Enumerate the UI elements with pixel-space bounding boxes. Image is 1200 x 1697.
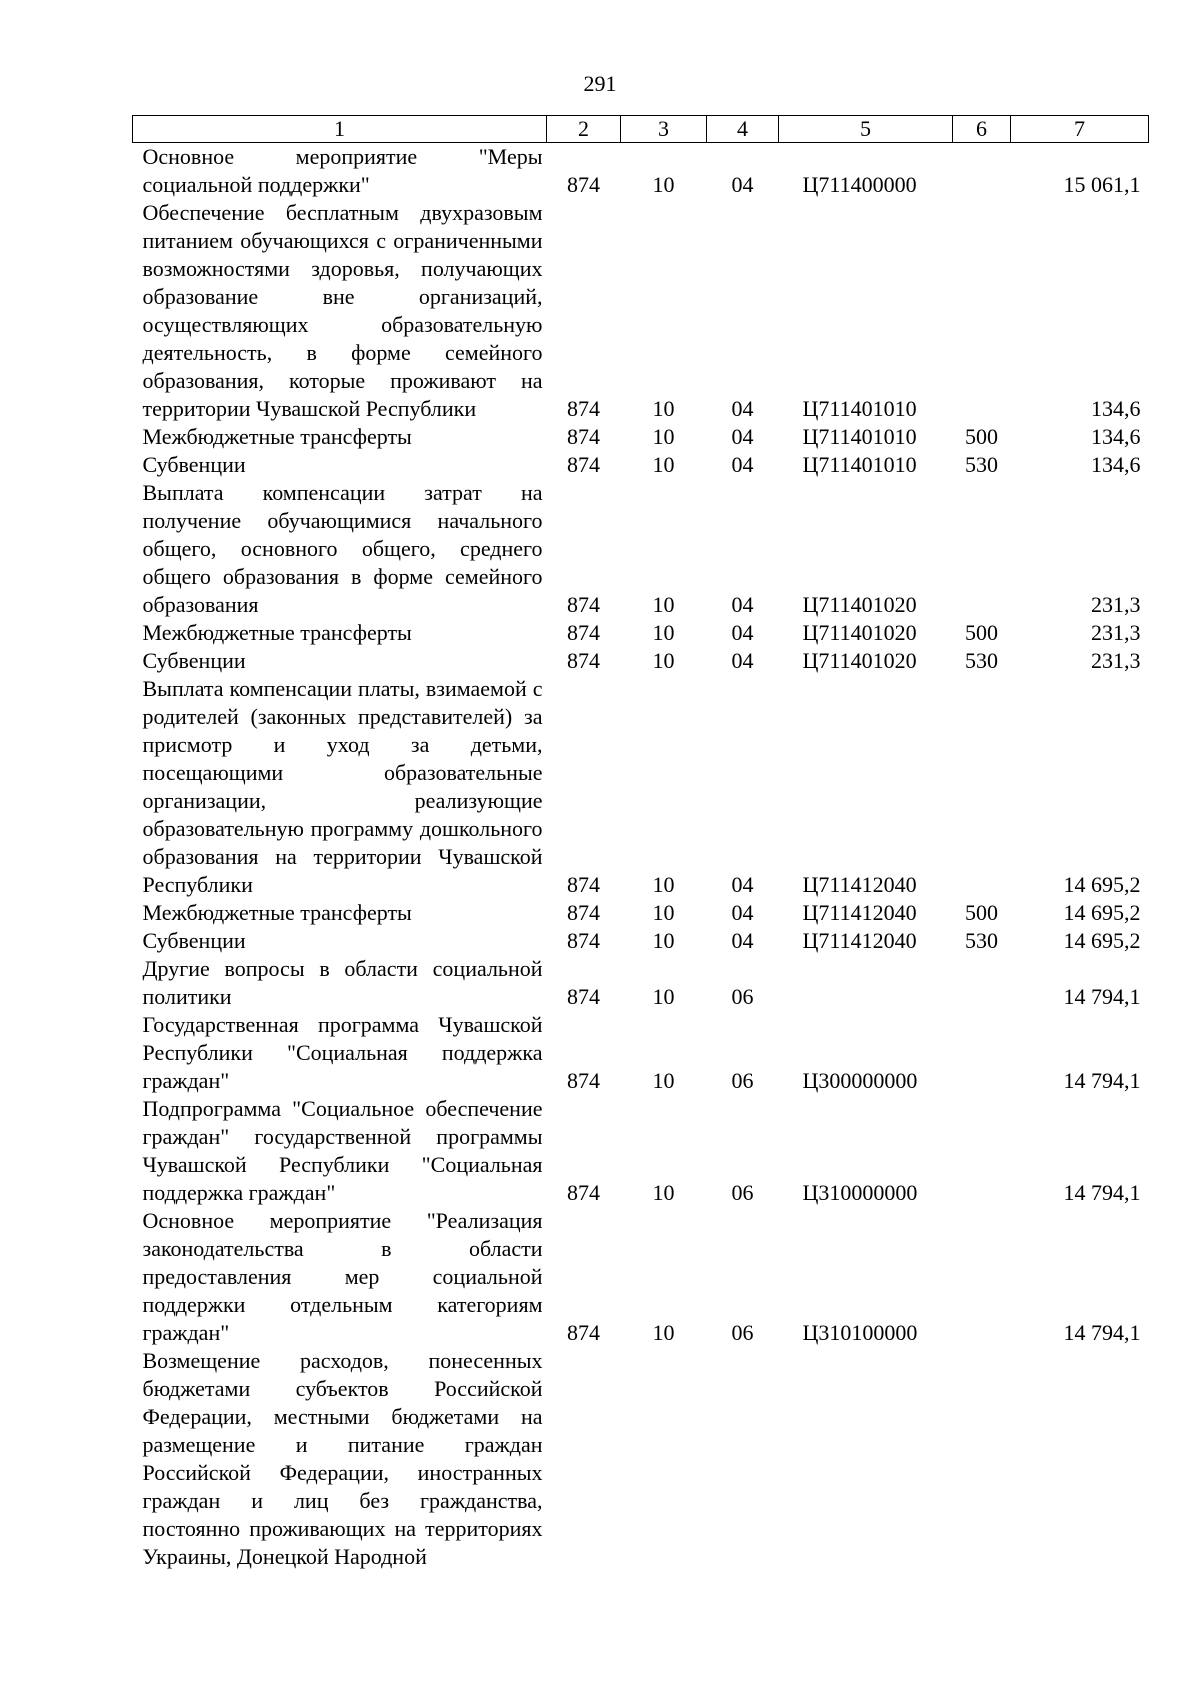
row-subsection-cell: 04 — [731, 592, 754, 617]
row-section-cell: 10 — [652, 172, 675, 197]
row-subsection-cell: 06 — [731, 1320, 754, 1345]
row-expense-type-cell — [953, 1011, 1011, 1095]
row-name-cell: Выплата компенсации платы, взимаемой с родителей (законных представителей) за присмотр и уход за детьми, посещающими образовательные организации, реализующие образовательную программу дошкольного образования на территории Чувашской Республики — [142, 676, 543, 897]
row-expense-type-cell — [953, 955, 1011, 1011]
row-expense-type-cell: 530 — [965, 452, 998, 477]
row-target-code-cell: Ц711401010 — [802, 396, 917, 421]
row-expense-type-cell — [953, 1095, 1011, 1207]
row-amount-cell: 14 794,1 — [1063, 1068, 1141, 1093]
row-name-cell: Субвенции — [142, 452, 246, 477]
table-row — [133, 451, 1149, 479]
table-row — [133, 927, 1149, 955]
row-name-cell: Выплата компенсации затрат на получение обучающимися начального общего, основного общего, среднего общего образования в форме семейного образования — [142, 480, 543, 617]
table-row — [133, 1095, 1149, 1207]
row-section-cell: 10 — [652, 620, 675, 645]
row-amount-cell: 231,3 — [1091, 592, 1141, 617]
table-row — [133, 1207, 1149, 1347]
row-name-cell: Субвенции — [142, 648, 246, 673]
row-ministry-cell: 874 — [567, 1320, 600, 1345]
row-section-cell: 10 — [652, 1180, 675, 1205]
row-amount-cell: 14 794,1 — [1063, 1320, 1141, 1345]
row-subsection-cell: 04 — [731, 648, 754, 673]
row-target-code-cell: Ц711401020 — [802, 592, 917, 617]
header-row — [133, 116, 1149, 143]
row-expense-type-cell — [953, 479, 1011, 619]
row-section-cell: 10 — [652, 452, 675, 477]
row-name-cell: Межбюджетные трансферты — [142, 424, 412, 449]
row-name-cell: Возмещение расходов, понесенных бюджетами субъектов Российской Федерации, местными бюджетами на размещение и питание граждан Российской Федерации, иностранных граждан и лиц без гражданства, постоянно проживающих на территориях Украины, Донецкой Народной — [142, 1348, 543, 1569]
row-ministry-cell: 874 — [567, 592, 600, 617]
row-amount-cell: 134,6 — [1091, 452, 1141, 477]
row-subsection-cell: 06 — [731, 1068, 754, 1093]
row-target-code-cell — [779, 955, 953, 1011]
row-ministry-cell: 874 — [567, 452, 600, 477]
row-subsection-cell: 06 — [731, 984, 754, 1009]
row-subsection-cell: 04 — [731, 900, 754, 925]
row-section-cell: 10 — [652, 1068, 675, 1093]
row-target-code-cell: Ц711412040 — [802, 928, 917, 953]
table-row — [133, 619, 1149, 647]
row-amount-cell: 134,6 — [1091, 424, 1141, 449]
row-ministry-cell: 874 — [567, 928, 600, 953]
row-name-cell: Основное мероприятие "Реализация законодательства в области предоставления мер социальной поддержки отдельным категориям граждан" — [142, 1208, 543, 1345]
table-header — [133, 116, 1149, 143]
row-ministry-cell: 874 — [567, 1180, 600, 1205]
row-subsection-cell: 04 — [731, 396, 754, 421]
row-amount-cell: 14 794,1 — [1063, 984, 1141, 1009]
row-subsection-cell: 04 — [731, 452, 754, 477]
column-header-6: 6 — [953, 116, 1011, 143]
row-amount-cell: 14 794,1 — [1063, 1180, 1141, 1205]
row-target-code-cell: Ц711412040 — [802, 900, 917, 925]
row-target-code-cell: Ц711401020 — [802, 648, 917, 673]
row-name-cell: Другие вопросы в области социальной политики — [142, 956, 543, 1009]
row-subsection-cell: 04 — [731, 172, 754, 197]
row-ministry-cell: 874 — [567, 872, 600, 897]
row-section-cell: 10 — [652, 928, 675, 953]
row-amount-cell: 231,3 — [1091, 648, 1141, 673]
column-header-5: 5 — [779, 116, 953, 143]
row-expense-type-cell: 500 — [965, 424, 998, 449]
row-amount-cell — [1011, 1347, 1149, 1571]
row-ministry-cell: 874 — [567, 424, 600, 449]
row-ministry-cell: 874 — [567, 1068, 600, 1093]
row-target-code-cell — [779, 1347, 953, 1571]
table-body — [133, 143, 1149, 1572]
column-header-7: 7 — [1011, 116, 1149, 143]
row-section-cell: 10 — [652, 592, 675, 617]
row-section-cell: 10 — [652, 900, 675, 925]
table-row — [133, 479, 1149, 619]
row-expense-type-cell: 500 — [965, 900, 998, 925]
table-row — [133, 1011, 1149, 1095]
column-header-4: 4 — [707, 116, 779, 143]
row-section-cell: 10 — [652, 648, 675, 673]
row-name-cell: Обеспечение бесплатным двухразовым питанием обучающихся с ограниченными возможностями здоровья, получающих образование вне организаций, осуществляющих образовательную деятельность, в форме семейного образования, которые проживают на территории Чувашской Республики — [142, 200, 543, 421]
row-target-code-cell: Ц711401010 — [802, 424, 917, 449]
row-amount-cell: 231,3 — [1091, 620, 1141, 645]
row-ministry-cell: 874 — [567, 620, 600, 645]
table-row — [133, 955, 1149, 1011]
row-target-code-cell: Ц711400000 — [802, 172, 917, 197]
row-subsection-cell: 04 — [731, 424, 754, 449]
row-expense-type-cell — [953, 675, 1011, 899]
column-header-3: 3 — [621, 116, 707, 143]
row-name-cell: Межбюджетные трансферты — [142, 620, 412, 645]
row-subsection-cell: 04 — [731, 928, 754, 953]
table-row — [133, 143, 1149, 200]
row-subsection-cell: 06 — [731, 1180, 754, 1205]
table-row — [133, 675, 1149, 899]
table-row — [133, 423, 1149, 451]
row-ministry-cell: 874 — [567, 648, 600, 673]
row-ministry-cell — [547, 1347, 621, 1571]
row-expense-type-cell: 500 — [965, 620, 998, 645]
row-section-cell: 10 — [652, 872, 675, 897]
column-header-1: 1 — [133, 116, 547, 143]
column-header-2: 2 — [547, 116, 621, 143]
budget-table — [132, 115, 1149, 1571]
row-amount-cell: 14 695,2 — [1063, 872, 1141, 897]
row-name-cell: Подпрограмма "Социальное обеспечение граждан" государственной программы Чувашской Республики "Социальная поддержка граждан" — [142, 1096, 543, 1205]
row-target-code-cell: Ц711412040 — [802, 872, 917, 897]
page-number: 291 — [583, 71, 617, 96]
row-target-code-cell: Ц711401020 — [802, 620, 917, 645]
row-expense-type-cell — [953, 1207, 1011, 1347]
row-section-cell: 10 — [652, 396, 675, 421]
row-target-code-cell: Ц310100000 — [802, 1320, 918, 1345]
row-expense-type-cell — [953, 1347, 1011, 1571]
row-target-code-cell: Ц711401010 — [802, 452, 917, 477]
row-ministry-cell: 874 — [567, 900, 600, 925]
row-target-code-cell: Ц310000000 — [802, 1180, 918, 1205]
table-row — [133, 199, 1149, 423]
row-expense-type-cell: 530 — [965, 928, 998, 953]
row-expense-type-cell — [953, 199, 1011, 423]
row-subsection-cell: 04 — [731, 620, 754, 645]
row-ministry-cell: 874 — [567, 984, 600, 1009]
table-row — [133, 899, 1149, 927]
table-row — [133, 1347, 1149, 1571]
row-name-cell: Государственная программа Чувашской Республики "Социальная поддержка граждан" — [142, 1012, 543, 1093]
row-name-cell: Субвенции — [142, 928, 246, 953]
row-section-cell: 10 — [652, 984, 675, 1009]
row-subsection-cell — [707, 1347, 779, 1571]
row-name-cell: Межбюджетные трансферты — [142, 900, 412, 925]
row-ministry-cell: 874 — [567, 172, 600, 197]
row-name-cell: Основное мероприятие "Меры социальной поддержки" — [142, 144, 543, 197]
row-amount-cell: 14 695,2 — [1063, 928, 1141, 953]
row-subsection-cell: 04 — [731, 872, 754, 897]
row-target-code-cell: Ц300000000 — [802, 1068, 918, 1093]
row-section-cell: 10 — [652, 424, 675, 449]
row-expense-type-cell: 530 — [965, 648, 998, 673]
row-ministry-cell: 874 — [567, 396, 600, 421]
row-section-cell — [621, 1347, 707, 1571]
row-amount-cell: 14 695,2 — [1063, 900, 1141, 925]
row-amount-cell: 15 061,1 — [1063, 172, 1141, 197]
table-row — [133, 647, 1149, 675]
row-expense-type-cell — [953, 143, 1011, 200]
row-amount-cell: 134,6 — [1091, 396, 1141, 421]
row-section-cell: 10 — [652, 1320, 675, 1345]
